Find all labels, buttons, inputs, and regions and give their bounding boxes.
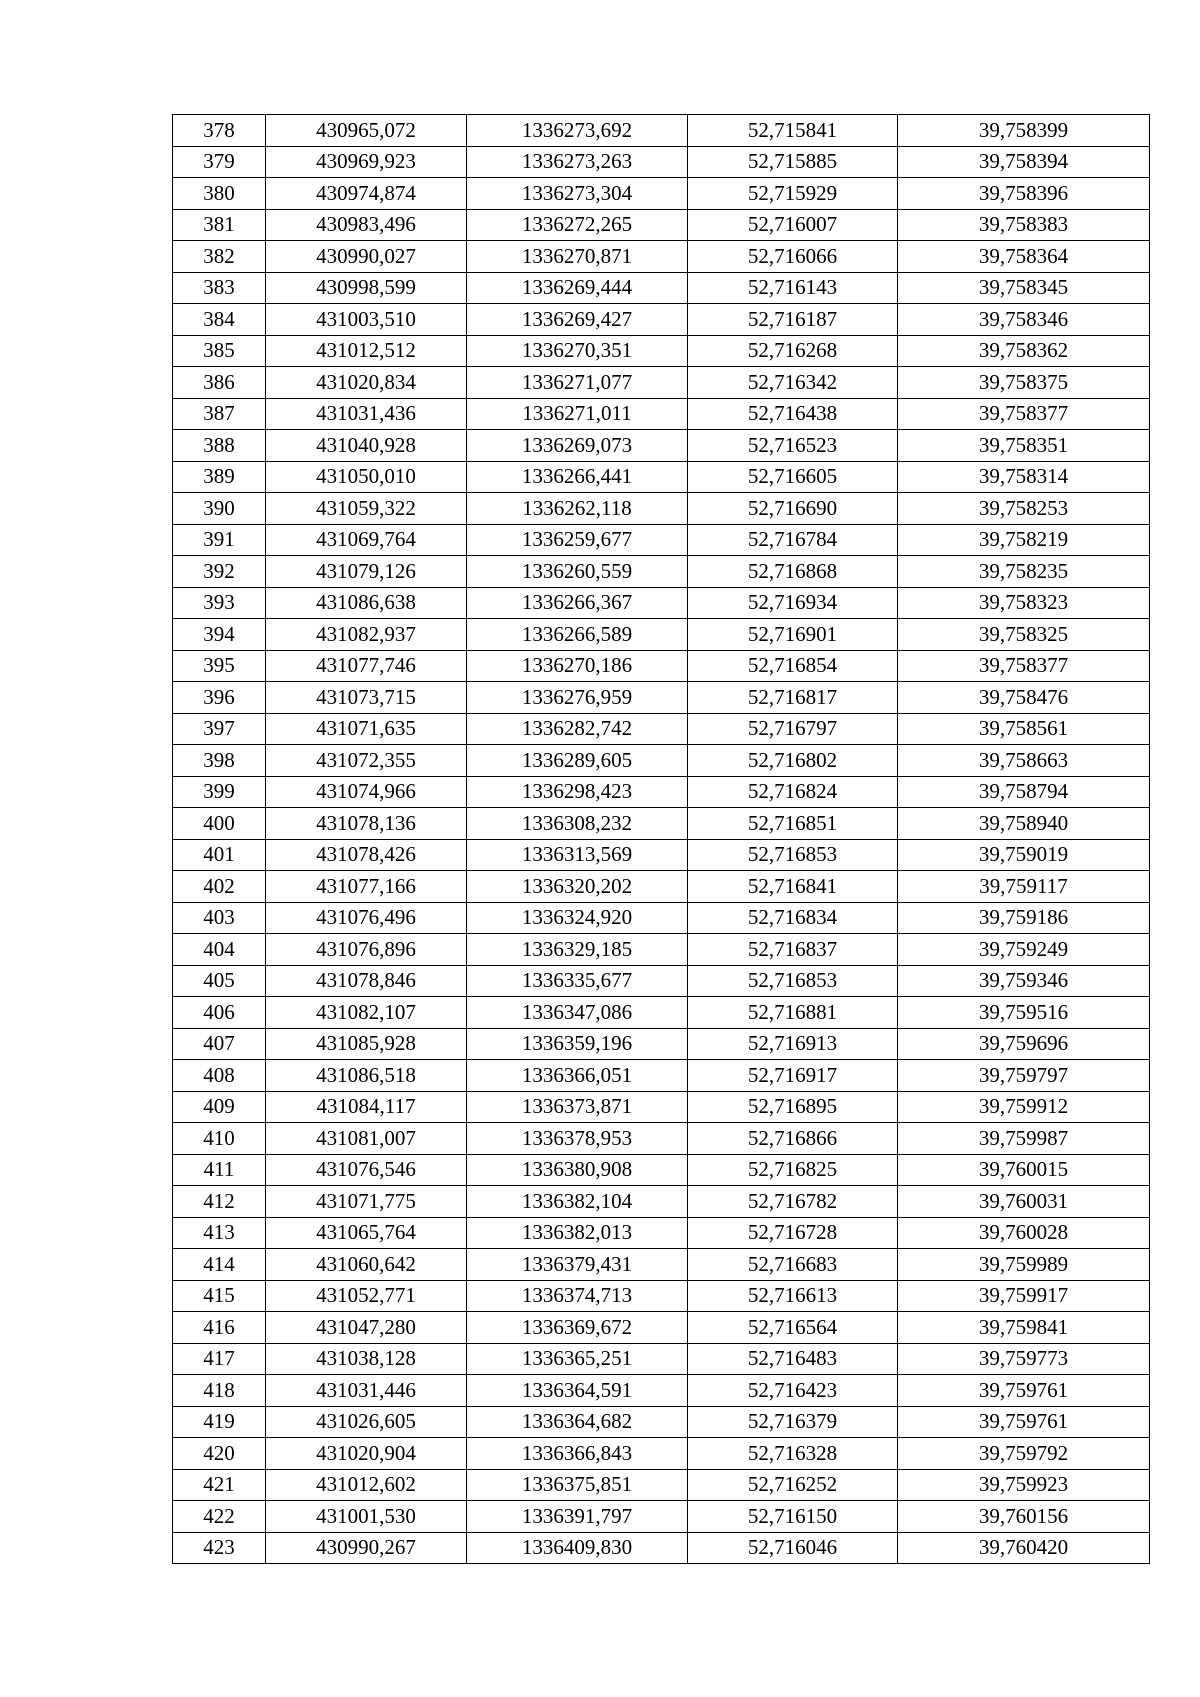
longitude-cell: 39,759761 [898,1375,1150,1407]
table-row [173,1406,1150,1438]
latitude-cell: 52,716868 [688,556,898,588]
latitude-cell: 52,716917 [688,1060,898,1092]
longitude-cell: 39,759923 [898,1469,1150,1501]
y-coordinate-cell: 1336289,605 [467,745,688,777]
x-coordinate-cell: 431079,126 [266,556,467,588]
x-coordinate-cell: 431047,280 [266,1312,467,1344]
point-number-cell: 403 [173,902,266,934]
y-coordinate-cell: 1336382,013 [467,1217,688,1249]
table-row [173,1154,1150,1186]
point-number-cell: 378 [173,115,266,147]
x-coordinate-cell: 431026,605 [266,1406,467,1438]
y-coordinate-cell: 1336320,202 [467,871,688,903]
latitude-cell: 52,716854 [688,650,898,682]
y-coordinate-cell: 1336378,953 [467,1123,688,1155]
longitude-cell: 39,758396 [898,178,1150,210]
y-coordinate-cell: 1336375,851 [467,1469,688,1501]
latitude-cell: 52,716881 [688,997,898,1029]
longitude-cell: 39,758346 [898,304,1150,336]
point-number-cell: 390 [173,493,266,525]
longitude-cell: 39,758394 [898,146,1150,178]
latitude-cell: 52,716853 [688,839,898,871]
table-row [173,556,1150,588]
point-number-cell: 393 [173,587,266,619]
point-number-cell: 394 [173,619,266,651]
longitude-cell: 39,758375 [898,367,1150,399]
latitude-cell: 52,716728 [688,1217,898,1249]
x-coordinate-cell: 431082,107 [266,997,467,1029]
point-number-cell: 418 [173,1375,266,1407]
longitude-cell: 39,759516 [898,997,1150,1029]
point-number-cell: 391 [173,524,266,556]
y-coordinate-cell: 1336364,591 [467,1375,688,1407]
latitude-cell: 52,716817 [688,682,898,714]
longitude-cell: 39,758351 [898,430,1150,462]
table-row [173,1438,1150,1470]
x-coordinate-cell: 431081,007 [266,1123,467,1155]
table-row [173,209,1150,241]
x-coordinate-cell: 431074,966 [266,776,467,808]
x-coordinate-cell: 431086,638 [266,587,467,619]
point-number-cell: 383 [173,272,266,304]
point-number-cell: 413 [173,1217,266,1249]
y-coordinate-cell: 1336266,441 [467,461,688,493]
table-row [173,1060,1150,1092]
table-row [173,682,1150,714]
longitude-cell: 39,758561 [898,713,1150,745]
point-number-cell: 417 [173,1343,266,1375]
coordinates-table [172,114,1150,1564]
table-row [173,619,1150,651]
y-coordinate-cell: 1336382,104 [467,1186,688,1218]
point-number-cell: 404 [173,934,266,966]
latitude-cell: 52,716851 [688,808,898,840]
latitude-cell: 52,716825 [688,1154,898,1186]
latitude-cell: 52,716895 [688,1091,898,1123]
point-number-cell: 381 [173,209,266,241]
x-coordinate-cell: 431012,512 [266,335,467,367]
table-row [173,335,1150,367]
y-coordinate-cell: 1336366,843 [467,1438,688,1470]
latitude-cell: 52,715885 [688,146,898,178]
x-coordinate-cell: 431086,518 [266,1060,467,1092]
longitude-cell: 39,758314 [898,461,1150,493]
y-coordinate-cell: 1336379,431 [467,1249,688,1281]
x-coordinate-cell: 431020,834 [266,367,467,399]
x-coordinate-cell: 431069,764 [266,524,467,556]
x-coordinate-cell: 431012,602 [266,1469,467,1501]
table-row [173,272,1150,304]
y-coordinate-cell: 1336259,677 [467,524,688,556]
y-coordinate-cell: 1336269,444 [467,272,688,304]
latitude-cell: 52,716853 [688,965,898,997]
point-number-cell: 419 [173,1406,266,1438]
longitude-cell: 39,758399 [898,115,1150,147]
y-coordinate-cell: 1336359,196 [467,1028,688,1060]
longitude-cell: 39,759761 [898,1406,1150,1438]
point-number-cell: 398 [173,745,266,777]
table-row [173,178,1150,210]
table-row [173,1186,1150,1218]
latitude-cell: 52,716784 [688,524,898,556]
x-coordinate-cell: 431003,510 [266,304,467,336]
y-coordinate-cell: 1336266,367 [467,587,688,619]
table-row [173,1469,1150,1501]
latitude-cell: 52,716837 [688,934,898,966]
point-number-cell: 421 [173,1469,266,1501]
longitude-cell: 39,760028 [898,1217,1150,1249]
latitude-cell: 52,716797 [688,713,898,745]
table-row [173,839,1150,871]
longitude-cell: 39,758325 [898,619,1150,651]
longitude-cell: 39,759346 [898,965,1150,997]
longitude-cell: 39,760015 [898,1154,1150,1186]
x-coordinate-cell: 431076,546 [266,1154,467,1186]
x-coordinate-cell: 431059,322 [266,493,467,525]
point-number-cell: 412 [173,1186,266,1218]
y-coordinate-cell: 1336364,682 [467,1406,688,1438]
y-coordinate-cell: 1336369,672 [467,1312,688,1344]
x-coordinate-cell: 431078,846 [266,965,467,997]
point-number-cell: 387 [173,398,266,430]
table-row [173,871,1150,903]
table-row [173,304,1150,336]
longitude-cell: 39,759792 [898,1438,1150,1470]
y-coordinate-cell: 1336324,920 [467,902,688,934]
latitude-cell: 52,716066 [688,241,898,273]
latitude-cell: 52,716187 [688,304,898,336]
latitude-cell: 52,716150 [688,1501,898,1533]
table-row [173,1375,1150,1407]
longitude-cell: 39,759841 [898,1312,1150,1344]
point-number-cell: 396 [173,682,266,714]
table-row [173,461,1150,493]
longitude-cell: 39,759989 [898,1249,1150,1281]
x-coordinate-cell: 430965,072 [266,115,467,147]
table-row [173,1532,1150,1564]
y-coordinate-cell: 1336271,077 [467,367,688,399]
longitude-cell: 39,758219 [898,524,1150,556]
y-coordinate-cell: 1336308,232 [467,808,688,840]
y-coordinate-cell: 1336269,073 [467,430,688,462]
latitude-cell: 52,716841 [688,871,898,903]
point-number-cell: 384 [173,304,266,336]
longitude-cell: 39,760156 [898,1501,1150,1533]
x-coordinate-cell: 431073,715 [266,682,467,714]
point-number-cell: 409 [173,1091,266,1123]
longitude-cell: 39,758383 [898,209,1150,241]
x-coordinate-cell: 431065,764 [266,1217,467,1249]
x-coordinate-cell: 431077,746 [266,650,467,682]
point-number-cell: 389 [173,461,266,493]
point-number-cell: 399 [173,776,266,808]
y-coordinate-cell: 1336391,797 [467,1501,688,1533]
y-coordinate-cell: 1336329,185 [467,934,688,966]
table-row [173,1312,1150,1344]
y-coordinate-cell: 1336270,351 [467,335,688,367]
latitude-cell: 52,715929 [688,178,898,210]
y-coordinate-cell: 1336270,186 [467,650,688,682]
table-row [173,745,1150,777]
table-row [173,1217,1150,1249]
latitude-cell: 52,716934 [688,587,898,619]
x-coordinate-cell: 431072,355 [266,745,467,777]
y-coordinate-cell: 1336335,677 [467,965,688,997]
point-number-cell: 407 [173,1028,266,1060]
table-row [173,146,1150,178]
latitude-cell: 52,716252 [688,1469,898,1501]
point-number-cell: 408 [173,1060,266,1092]
latitude-cell: 52,716523 [688,430,898,462]
y-coordinate-cell: 1336409,830 [467,1532,688,1564]
point-number-cell: 414 [173,1249,266,1281]
y-coordinate-cell: 1336380,908 [467,1154,688,1186]
x-coordinate-cell: 430969,923 [266,146,467,178]
x-coordinate-cell: 431020,904 [266,1438,467,1470]
point-number-cell: 416 [173,1312,266,1344]
longitude-cell: 39,758362 [898,335,1150,367]
x-coordinate-cell: 431031,436 [266,398,467,430]
x-coordinate-cell: 431060,642 [266,1249,467,1281]
point-number-cell: 395 [173,650,266,682]
table-row [173,430,1150,462]
x-coordinate-cell: 431071,635 [266,713,467,745]
longitude-cell: 39,759117 [898,871,1150,903]
table-row [173,934,1150,966]
coordinates-table-body [173,115,1150,1564]
y-coordinate-cell: 1336270,871 [467,241,688,273]
latitude-cell: 52,716782 [688,1186,898,1218]
x-coordinate-cell: 431076,496 [266,902,467,934]
longitude-cell: 39,760031 [898,1186,1150,1218]
y-coordinate-cell: 1336266,589 [467,619,688,651]
table-row [173,1123,1150,1155]
x-coordinate-cell: 431050,010 [266,461,467,493]
point-number-cell: 402 [173,871,266,903]
table-row [173,367,1150,399]
point-number-cell: 405 [173,965,266,997]
longitude-cell: 39,758235 [898,556,1150,588]
table-row [173,1091,1150,1123]
longitude-cell: 39,759773 [898,1343,1150,1375]
longitude-cell: 39,759987 [898,1123,1150,1155]
latitude-cell: 52,716683 [688,1249,898,1281]
table-row [173,1501,1150,1533]
latitude-cell: 52,716046 [688,1532,898,1564]
x-coordinate-cell: 430990,027 [266,241,467,273]
latitude-cell: 52,716834 [688,902,898,934]
table-row [173,587,1150,619]
x-coordinate-cell: 431082,937 [266,619,467,651]
point-number-cell: 423 [173,1532,266,1564]
point-number-cell: 400 [173,808,266,840]
y-coordinate-cell: 1336269,427 [467,304,688,336]
y-coordinate-cell: 1336276,959 [467,682,688,714]
x-coordinate-cell: 431078,426 [266,839,467,871]
longitude-cell: 39,760420 [898,1532,1150,1564]
y-coordinate-cell: 1336374,713 [467,1280,688,1312]
x-coordinate-cell: 430998,599 [266,272,467,304]
latitude-cell: 52,716901 [688,619,898,651]
longitude-cell: 39,758364 [898,241,1150,273]
latitude-cell: 52,716802 [688,745,898,777]
latitude-cell: 52,716379 [688,1406,898,1438]
latitude-cell: 52,716613 [688,1280,898,1312]
latitude-cell: 52,716438 [688,398,898,430]
longitude-cell: 39,758476 [898,682,1150,714]
y-coordinate-cell: 1336298,423 [467,776,688,808]
point-number-cell: 388 [173,430,266,462]
table-row [173,1249,1150,1281]
x-coordinate-cell: 431071,775 [266,1186,467,1218]
longitude-cell: 39,759912 [898,1091,1150,1123]
longitude-cell: 39,759696 [898,1028,1150,1060]
table-row [173,1028,1150,1060]
longitude-cell: 39,758253 [898,493,1150,525]
x-coordinate-cell: 430983,496 [266,209,467,241]
table-row [173,493,1150,525]
table-row [173,1343,1150,1375]
point-number-cell: 401 [173,839,266,871]
longitude-cell: 39,759249 [898,934,1150,966]
x-coordinate-cell: 431038,128 [266,1343,467,1375]
longitude-cell: 39,759917 [898,1280,1150,1312]
longitude-cell: 39,758323 [898,587,1150,619]
point-number-cell: 386 [173,367,266,399]
point-number-cell: 379 [173,146,266,178]
y-coordinate-cell: 1336271,011 [467,398,688,430]
point-number-cell: 410 [173,1123,266,1155]
latitude-cell: 52,716007 [688,209,898,241]
point-number-cell: 382 [173,241,266,273]
y-coordinate-cell: 1336313,569 [467,839,688,871]
point-number-cell: 420 [173,1438,266,1470]
table-row [173,1280,1150,1312]
latitude-cell: 52,716690 [688,493,898,525]
table-row [173,650,1150,682]
latitude-cell: 52,716143 [688,272,898,304]
latitude-cell: 52,716913 [688,1028,898,1060]
y-coordinate-cell: 1336273,692 [467,115,688,147]
x-coordinate-cell: 431084,117 [266,1091,467,1123]
latitude-cell: 52,716605 [688,461,898,493]
longitude-cell: 39,759797 [898,1060,1150,1092]
latitude-cell: 52,716866 [688,1123,898,1155]
table-row [173,115,1150,147]
x-coordinate-cell: 431040,928 [266,430,467,462]
x-coordinate-cell: 431078,136 [266,808,467,840]
point-number-cell: 406 [173,997,266,1029]
latitude-cell: 52,716483 [688,1343,898,1375]
longitude-cell: 39,758377 [898,398,1150,430]
point-number-cell: 411 [173,1154,266,1186]
y-coordinate-cell: 1336272,265 [467,209,688,241]
longitude-cell: 39,758377 [898,650,1150,682]
point-number-cell: 415 [173,1280,266,1312]
table-row [173,776,1150,808]
table-row [173,997,1150,1029]
table-row [173,241,1150,273]
y-coordinate-cell: 1336366,051 [467,1060,688,1092]
table-row [173,524,1150,556]
y-coordinate-cell: 1336373,871 [467,1091,688,1123]
y-coordinate-cell: 1336273,304 [467,178,688,210]
y-coordinate-cell: 1336347,086 [467,997,688,1029]
longitude-cell: 39,759186 [898,902,1150,934]
x-coordinate-cell: 431076,896 [266,934,467,966]
latitude-cell: 52,716342 [688,367,898,399]
longitude-cell: 39,758345 [898,272,1150,304]
point-number-cell: 422 [173,1501,266,1533]
x-coordinate-cell: 430974,874 [266,178,467,210]
x-coordinate-cell: 431077,166 [266,871,467,903]
table-row [173,713,1150,745]
x-coordinate-cell: 431001,530 [266,1501,467,1533]
table-row [173,965,1150,997]
table-row [173,398,1150,430]
table-row [173,808,1150,840]
point-number-cell: 385 [173,335,266,367]
longitude-cell: 39,758663 [898,745,1150,777]
y-coordinate-cell: 1336260,559 [467,556,688,588]
x-coordinate-cell: 431052,771 [266,1280,467,1312]
longitude-cell: 39,759019 [898,839,1150,871]
table-row [173,902,1150,934]
x-coordinate-cell: 431085,928 [266,1028,467,1060]
y-coordinate-cell: 1336282,742 [467,713,688,745]
y-coordinate-cell: 1336365,251 [467,1343,688,1375]
latitude-cell: 52,715841 [688,115,898,147]
y-coordinate-cell: 1336273,263 [467,146,688,178]
latitude-cell: 52,716423 [688,1375,898,1407]
point-number-cell: 392 [173,556,266,588]
longitude-cell: 39,758794 [898,776,1150,808]
x-coordinate-cell: 431031,446 [266,1375,467,1407]
point-number-cell: 380 [173,178,266,210]
point-number-cell: 397 [173,713,266,745]
y-coordinate-cell: 1336262,118 [467,493,688,525]
x-coordinate-cell: 430990,267 [266,1532,467,1564]
latitude-cell: 52,716564 [688,1312,898,1344]
latitude-cell: 52,716824 [688,776,898,808]
latitude-cell: 52,716328 [688,1438,898,1470]
latitude-cell: 52,716268 [688,335,898,367]
longitude-cell: 39,758940 [898,808,1150,840]
